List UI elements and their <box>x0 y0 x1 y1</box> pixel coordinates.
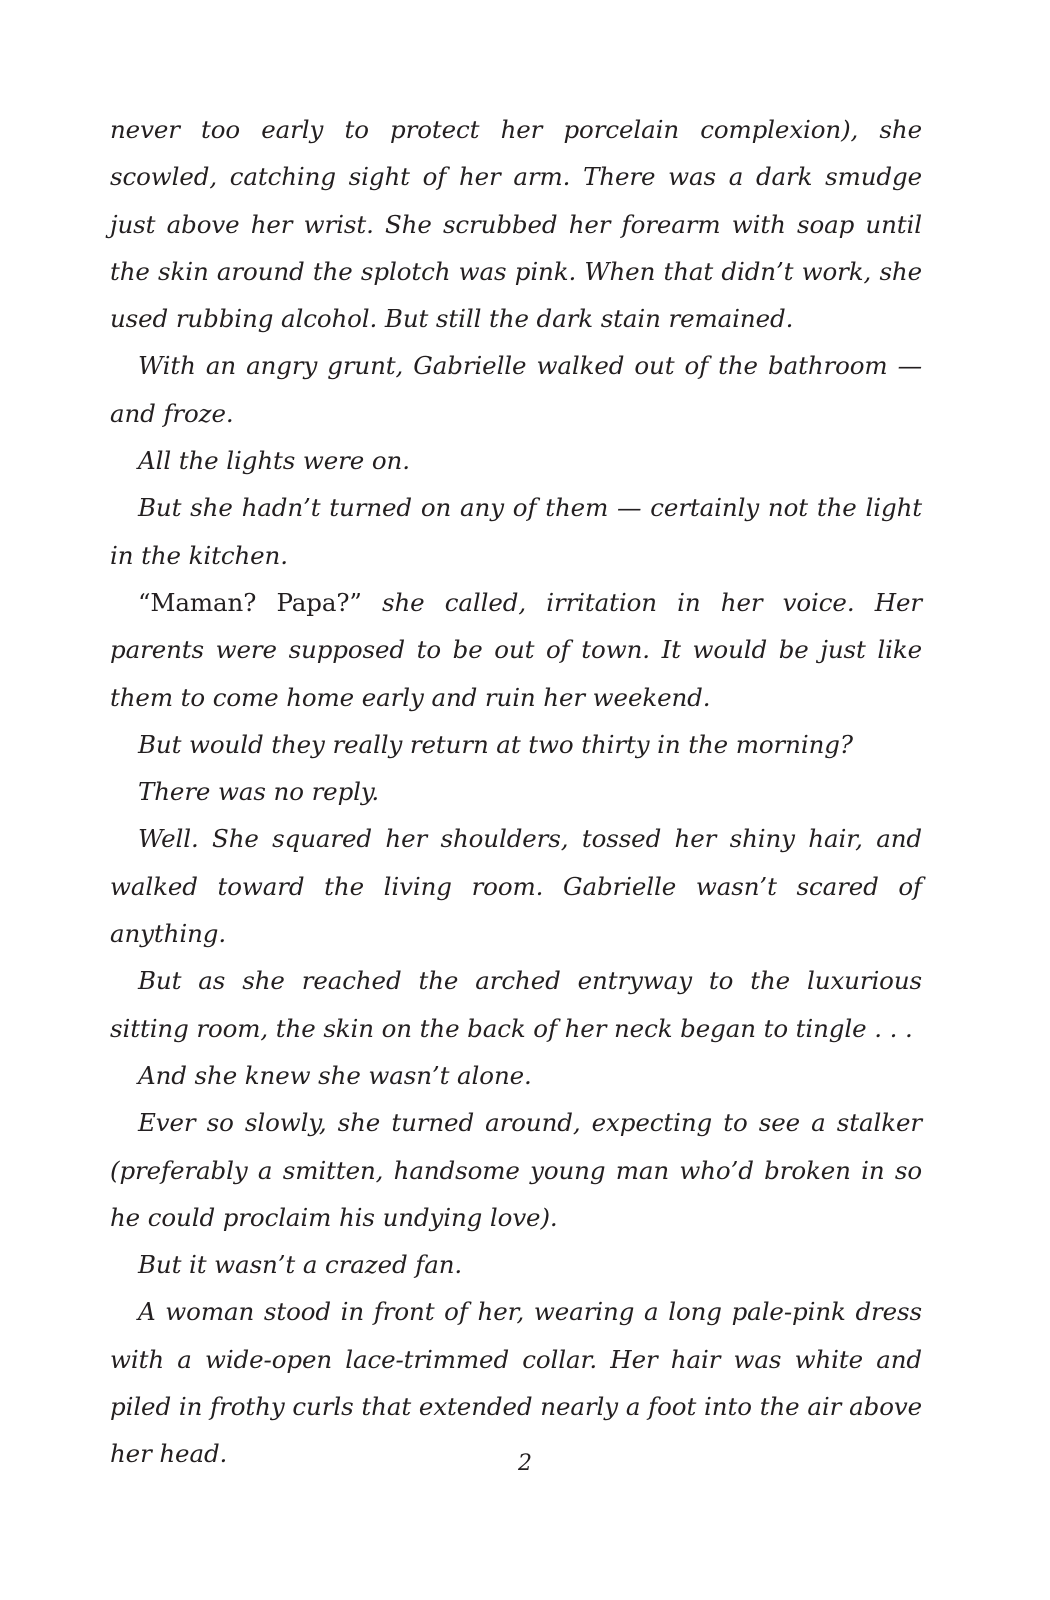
paragraph: Ever so slowly, she turned around, expecting to see a stalker (preferably a smitten, handsome young man who’d broken in so he could proclaim his undying love). <box>110 1108 922 1232</box>
paragraph: But it wasn’t a crazed fan. <box>138 1250 463 1280</box>
paragraph: A woman stood in front of her, wearing a long pale-pink dress with a wide-open lace-trimmed collar. Her hair was white and piled in frothy curls that extended nearly a foot into the air above her head. <box>110 1297 922 1469</box>
page-number: 2 <box>518 1451 532 1476</box>
paragraph: But she hadn’t turned on any of them — certainly not the light in the kitchen. <box>110 493 922 570</box>
paragraph: But as she reached the arched entryway to the luxurious sitting room, the skin on the back of her neck began to tingle . . . <box>110 966 922 1043</box>
paragraph: never too early to protect her porcelain complexion), she scowled, catching sight of her arm. There was a dark smudge just above her wrist. She scrubbed her forearm with soap until the skin around the splotch was pink. When that didn’t work, she used rubbing alcohol. But still the dark stain remained. <box>110 115 922 334</box>
paragraph: All the lights were on. <box>138 446 410 476</box>
paragraph-text: she called, irritation in her voice. Her parents were supposed to be out of town. It would be just like them to come home early and ruin her weekend. <box>110 587 922 712</box>
paragraph: But would they really return at two thirty in the morning? <box>138 729 853 759</box>
dialogue-quote: “Maman? Papa?” <box>138 587 362 617</box>
paragraph: There was no reply. <box>138 777 380 807</box>
paragraph: And she knew she wasn’t alone. <box>138 1060 532 1090</box>
paragraph <box>110 579 922 721</box>
paragraph: Well. She squared her shoulders, tossed her shiny hair, and walked toward the living room. Gabrielle wasn’t scared of anything. <box>110 824 922 949</box>
body-text <box>110 106 922 1478</box>
paragraph: With an angry grunt, Gabrielle walked out of the bathroom — and froze. <box>110 351 922 428</box>
